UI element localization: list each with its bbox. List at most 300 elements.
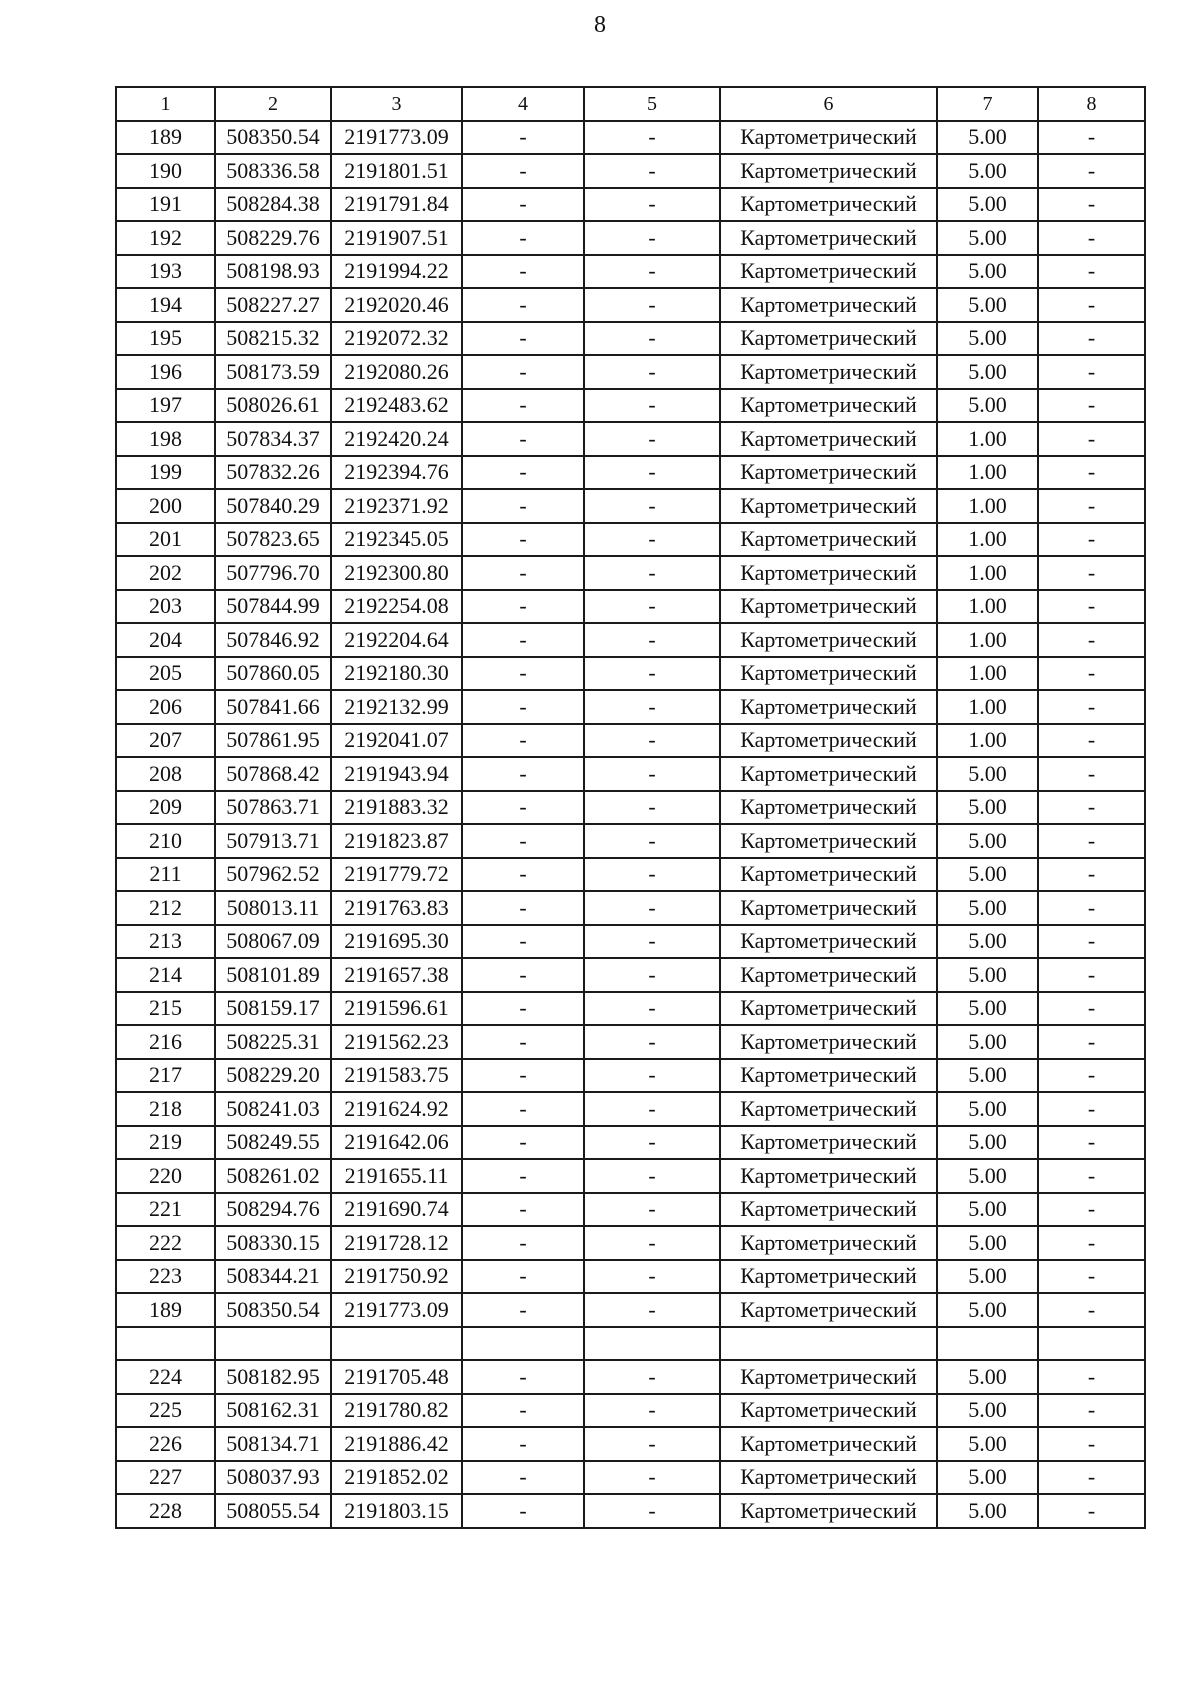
table-cell-col-4: -	[462, 188, 584, 222]
table-cell-col-1: 192	[116, 221, 215, 255]
table-cell-col-6: Картометрический	[720, 523, 937, 557]
table-cell-col-8: -	[1038, 724, 1145, 758]
table-cell-col-1: 210	[116, 824, 215, 858]
table-cell-col-5	[584, 1327, 720, 1361]
table-cell-col-8: -	[1038, 824, 1145, 858]
table-cell-col-3: 2191780.82	[331, 1394, 462, 1428]
table-cell-col-2: 508350.54	[215, 1293, 331, 1327]
table-cell-col-3: 2191763.83	[331, 891, 462, 925]
table-row	[116, 1025, 1145, 1059]
table-cell-col-7: 5.00	[937, 1193, 1038, 1227]
table-cell-col-8: -	[1038, 958, 1145, 992]
table-cell-col-1: 222	[116, 1226, 215, 1260]
table-row	[116, 154, 1145, 188]
table-cell-col-5: -	[584, 1260, 720, 1294]
table-cell-col-2: 508330.15	[215, 1226, 331, 1260]
table-cell-col-2: 508229.20	[215, 1059, 331, 1093]
table-cell-col-7: 1.00	[937, 690, 1038, 724]
table-cell-col-8: -	[1038, 1159, 1145, 1193]
table-row	[116, 891, 1145, 925]
table-row	[116, 188, 1145, 222]
table-cell-col-5: -	[584, 925, 720, 959]
table-cell-col-4: -	[462, 221, 584, 255]
table-cell-col-2: 508249.55	[215, 1126, 331, 1160]
table-cell-col-5: -	[584, 1059, 720, 1093]
table-cell-col-5: -	[584, 657, 720, 691]
table-cell-col-3	[331, 1327, 462, 1361]
table-cell-col-6: Картометрический	[720, 355, 937, 389]
table-cell-col-1: 221	[116, 1193, 215, 1227]
table-cell-col-5: -	[584, 958, 720, 992]
table-cell-col-2: 508336.58	[215, 154, 331, 188]
table-cell-col-7: 5.00	[937, 925, 1038, 959]
table-cell-col-5: -	[584, 121, 720, 155]
table-row	[116, 221, 1145, 255]
table-cell-col-6: Картометрический	[720, 389, 937, 423]
table-cell-col-2: 508350.54	[215, 121, 331, 155]
table-cell-col-2: 508227.27	[215, 288, 331, 322]
table-cell-col-2: 508173.59	[215, 355, 331, 389]
table-cell-col-7: 5.00	[937, 891, 1038, 925]
table-row	[116, 1327, 1145, 1361]
table-cell-col-6: Картометрический	[720, 121, 937, 155]
table-cell-col-4: -	[462, 422, 584, 456]
table-cell-col-3: 2192132.99	[331, 690, 462, 724]
table-cell-col-5: -	[584, 757, 720, 791]
table-cell-col-6: Картометрический	[720, 154, 937, 188]
table-cell-col-7: 1.00	[937, 657, 1038, 691]
column-header-3: 3	[331, 87, 462, 121]
table-cell-col-4: -	[462, 288, 584, 322]
table-cell-col-3: 2192254.08	[331, 590, 462, 624]
table-cell-col-5: -	[584, 1394, 720, 1428]
table-cell-col-2: 508215.32	[215, 322, 331, 356]
table-cell-col-5: -	[584, 590, 720, 624]
table-cell-col-5: -	[584, 1025, 720, 1059]
table-cell-col-1: 205	[116, 657, 215, 691]
table-cell-col-5: -	[584, 1092, 720, 1126]
table-cell-col-1: 227	[116, 1461, 215, 1495]
table-row	[116, 690, 1145, 724]
table-cell-col-5: -	[584, 1494, 720, 1528]
table-cell-col-7: 5.00	[937, 1025, 1038, 1059]
table-cell-col-1: 215	[116, 992, 215, 1026]
table-cell-col-4: -	[462, 1360, 584, 1394]
table-cell-col-1: 198	[116, 422, 215, 456]
table-cell-col-4: -	[462, 1126, 584, 1160]
table-cell-col-6: Картометрический	[720, 657, 937, 691]
table-cell-col-3: 2191642.06	[331, 1126, 462, 1160]
table-row	[116, 489, 1145, 523]
table-cell-col-4: -	[462, 958, 584, 992]
table-cell-col-3: 2191655.11	[331, 1159, 462, 1193]
table-row	[116, 255, 1145, 289]
table-cell-col-1: 212	[116, 891, 215, 925]
table-cell-col-8: -	[1038, 757, 1145, 791]
table-cell-col-2: 507863.71	[215, 791, 331, 825]
column-header-2: 2	[215, 87, 331, 121]
table-cell-col-2: 507868.42	[215, 757, 331, 791]
table-cell-col-6: Картометрический	[720, 590, 937, 624]
table-row	[116, 1394, 1145, 1428]
table-cell-col-4: -	[462, 1226, 584, 1260]
table-cell-col-4: -	[462, 1293, 584, 1327]
table-cell-col-7: 5.00	[937, 1461, 1038, 1495]
table-cell-col-2: 508037.93	[215, 1461, 331, 1495]
table-cell-col-7: 1.00	[937, 724, 1038, 758]
table-cell-col-4: -	[462, 858, 584, 892]
table-cell-col-3: 2192300.80	[331, 556, 462, 590]
table-cell-col-2: 508067.09	[215, 925, 331, 959]
table-cell-col-1: 217	[116, 1059, 215, 1093]
table-cell-col-4: -	[462, 891, 584, 925]
table-cell-col-2: 508013.11	[215, 891, 331, 925]
table-cell-col-3: 2191583.75	[331, 1059, 462, 1093]
table-cell-col-5: -	[584, 1461, 720, 1495]
table-cell-col-4: -	[462, 1461, 584, 1495]
table-cell-col-6: Картометрический	[720, 489, 937, 523]
table-cell-col-3: 2191773.09	[331, 121, 462, 155]
table-cell-col-1: 219	[116, 1126, 215, 1160]
table-cell-col-7: 5.00	[937, 1293, 1038, 1327]
table-cell-col-1: 224	[116, 1360, 215, 1394]
table-cell-col-1: 207	[116, 724, 215, 758]
table-cell-col-1: 194	[116, 288, 215, 322]
table-cell-col-2: 507844.99	[215, 590, 331, 624]
table-cell-col-4: -	[462, 992, 584, 1026]
table-cell-col-2: 508229.76	[215, 221, 331, 255]
table-cell-col-5: -	[584, 489, 720, 523]
table-cell-col-5: -	[584, 154, 720, 188]
table-cell-col-2: 507962.52	[215, 858, 331, 892]
table-cell-col-2: 508162.31	[215, 1394, 331, 1428]
column-header-7: 7	[937, 87, 1038, 121]
table-cell-col-7: 5.00	[937, 858, 1038, 892]
table-cell-col-2: 507860.05	[215, 657, 331, 691]
table-cell-col-5: -	[584, 1193, 720, 1227]
table-cell-col-3: 2192420.24	[331, 422, 462, 456]
table-cell-col-8: -	[1038, 188, 1145, 222]
coordinates-table	[115, 86, 1146, 1529]
table-cell-col-6: Картометрический	[720, 1126, 937, 1160]
table-cell-col-3: 2191803.15	[331, 1494, 462, 1528]
table-cell-col-7: 1.00	[937, 422, 1038, 456]
table-cell-col-1: 216	[116, 1025, 215, 1059]
table-cell-col-8: -	[1038, 1059, 1145, 1093]
table-cell-col-4: -	[462, 690, 584, 724]
table-cell-col-6: Картометрический	[720, 288, 937, 322]
table-cell-col-4: -	[462, 1193, 584, 1227]
table-cell-col-2: 508134.71	[215, 1427, 331, 1461]
table-cell-col-4: -	[462, 1159, 584, 1193]
table-cell-col-3: 2191695.30	[331, 925, 462, 959]
table-cell-col-2: 508225.31	[215, 1025, 331, 1059]
table-header-row	[116, 87, 1145, 121]
table-cell-col-5: -	[584, 556, 720, 590]
table-cell-col-8: -	[1038, 1126, 1145, 1160]
table-cell-col-8: -	[1038, 556, 1145, 590]
table-cell-col-7: 5.00	[937, 1159, 1038, 1193]
table-cell-col-3: 2192041.07	[331, 724, 462, 758]
table-cell-col-3: 2191596.61	[331, 992, 462, 1026]
table-cell-col-6: Картометрический	[720, 1494, 937, 1528]
column-header-4: 4	[462, 87, 584, 121]
table-cell-col-7: 5.00	[937, 1126, 1038, 1160]
table-cell-col-1: 201	[116, 523, 215, 557]
column-header-8: 8	[1038, 87, 1145, 121]
table-cell-col-1: 211	[116, 858, 215, 892]
table-cell-col-7: 5.00	[937, 1226, 1038, 1260]
table-row	[116, 791, 1145, 825]
table-cell-col-6: Картометрический	[720, 1092, 937, 1126]
table-cell-col-3: 2191690.74	[331, 1193, 462, 1227]
table-cell-col-1: 191	[116, 188, 215, 222]
table-cell-col-3: 2191750.92	[331, 1260, 462, 1294]
table-cell-col-1: 189	[116, 121, 215, 155]
table-cell-col-8: -	[1038, 389, 1145, 423]
table-cell-col-3: 2192020.46	[331, 288, 462, 322]
table-cell-col-8: -	[1038, 590, 1145, 624]
table-cell-col-8: -	[1038, 657, 1145, 691]
table-cell-col-3: 2192483.62	[331, 389, 462, 423]
table-cell-col-2: 507832.26	[215, 456, 331, 490]
table-cell-col-5: -	[584, 523, 720, 557]
table-cell-col-8: -	[1038, 1360, 1145, 1394]
table-cell-col-7: 5.00	[937, 992, 1038, 1026]
table-cell-col-5: -	[584, 1159, 720, 1193]
table-cell-col-8: -	[1038, 1226, 1145, 1260]
table-row	[116, 1126, 1145, 1160]
table-cell-col-8: -	[1038, 858, 1145, 892]
table-cell-col-5: -	[584, 623, 720, 657]
table-cell-col-6: Картометрический	[720, 757, 937, 791]
table-cell-col-5: -	[584, 188, 720, 222]
table-row	[116, 925, 1145, 959]
table-row	[116, 824, 1145, 858]
table-cell-col-3: 2191883.32	[331, 791, 462, 825]
table-cell-col-3: 2192345.05	[331, 523, 462, 557]
table-cell-col-7: 5.00	[937, 221, 1038, 255]
table-cell-col-6: Картометрический	[720, 1159, 937, 1193]
table-cell-col-7: 5.00	[937, 288, 1038, 322]
table-cell-col-5: -	[584, 355, 720, 389]
table-cell-col-3: 2191779.72	[331, 858, 462, 892]
table-cell-col-7: 5.00	[937, 355, 1038, 389]
table-cell-col-7: 5.00	[937, 188, 1038, 222]
table-row	[116, 355, 1145, 389]
table-cell-col-7: 5.00	[937, 154, 1038, 188]
table-cell-col-4: -	[462, 1427, 584, 1461]
table-row	[116, 1260, 1145, 1294]
table-row	[116, 456, 1145, 490]
table-cell-col-7: 5.00	[937, 824, 1038, 858]
table-cell-col-3: 2191886.42	[331, 1427, 462, 1461]
table-cell-col-4: -	[462, 590, 584, 624]
table-cell-col-1: 195	[116, 322, 215, 356]
table-cell-col-8: -	[1038, 992, 1145, 1026]
table-cell-col-4: -	[462, 154, 584, 188]
table-cell-col-3: 2191852.02	[331, 1461, 462, 1495]
table-cell-col-7: 5.00	[937, 1360, 1038, 1394]
table-cell-col-3: 2192180.30	[331, 657, 462, 691]
table-cell-col-1: 196	[116, 355, 215, 389]
column-header-6: 6	[720, 87, 937, 121]
table-body	[116, 87, 1145, 1528]
table-cell-col-8: -	[1038, 1260, 1145, 1294]
table-cell-col-7: 5.00	[937, 958, 1038, 992]
table-cell-col-2: 508294.76	[215, 1193, 331, 1227]
table-cell-col-1: 189	[116, 1293, 215, 1327]
table-cell-col-5: -	[584, 1427, 720, 1461]
table-cell-col-7: 5.00	[937, 1494, 1038, 1528]
table-cell-col-8: -	[1038, 422, 1145, 456]
table-cell-col-5: -	[584, 891, 720, 925]
table-row	[116, 1159, 1145, 1193]
table-cell-col-6: Картометрический	[720, 791, 937, 825]
table-cell-col-1: 225	[116, 1394, 215, 1428]
table-cell-col-6: Картометрический	[720, 1360, 937, 1394]
table-cell-col-8	[1038, 1327, 1145, 1361]
table-cell-col-5: -	[584, 824, 720, 858]
table-cell-col-5: -	[584, 1226, 720, 1260]
table-cell-col-6: Картометрический	[720, 891, 937, 925]
table-cell-col-7: 5.00	[937, 757, 1038, 791]
table-cell-col-3: 2192394.76	[331, 456, 462, 490]
table-cell-col-7: 5.00	[937, 1059, 1038, 1093]
table-cell-col-4: -	[462, 1260, 584, 1294]
table-cell-col-4: -	[462, 355, 584, 389]
table-cell-col-6: Картометрический	[720, 221, 937, 255]
table-cell-col-8: -	[1038, 322, 1145, 356]
table-row	[116, 1360, 1145, 1394]
table-row	[116, 1092, 1145, 1126]
table-cell-col-6: Картометрический	[720, 1059, 937, 1093]
table-cell-col-6: Картометрический	[720, 1461, 937, 1495]
table-row	[116, 1059, 1145, 1093]
table-cell-col-3: 2192080.26	[331, 355, 462, 389]
table-cell-col-3: 2191705.48	[331, 1360, 462, 1394]
table-row	[116, 590, 1145, 624]
table-cell-col-4: -	[462, 1059, 584, 1093]
table-cell-col-5: -	[584, 858, 720, 892]
table-cell-col-1: 228	[116, 1494, 215, 1528]
table-cell-col-2: 508182.95	[215, 1360, 331, 1394]
table-cell-col-6	[720, 1327, 937, 1361]
table-row	[116, 121, 1145, 155]
table-cell-col-2: 508101.89	[215, 958, 331, 992]
table-cell-col-7: 5.00	[937, 1394, 1038, 1428]
table-cell-col-8: -	[1038, 255, 1145, 289]
table-cell-col-8: -	[1038, 355, 1145, 389]
table-cell-col-8: -	[1038, 121, 1145, 155]
table-cell-col-6: Картометрический	[720, 556, 937, 590]
table-cell-col-8: -	[1038, 1092, 1145, 1126]
table-cell-col-6: Картометрический	[720, 1427, 937, 1461]
table-cell-col-4: -	[462, 121, 584, 155]
table-cell-col-5: -	[584, 1360, 720, 1394]
table-cell-col-1: 213	[116, 925, 215, 959]
table-cell-col-6: Картометрический	[720, 690, 937, 724]
table-cell-col-4: -	[462, 925, 584, 959]
table-cell-col-4: -	[462, 489, 584, 523]
table-cell-col-7: 1.00	[937, 556, 1038, 590]
table-cell-col-3: 2191823.87	[331, 824, 462, 858]
table-cell-col-1: 223	[116, 1260, 215, 1294]
table-cell-col-6: Картометрический	[720, 422, 937, 456]
table-cell-col-4: -	[462, 757, 584, 791]
table-cell-col-2: 507796.70	[215, 556, 331, 590]
table-cell-col-2: 508284.38	[215, 188, 331, 222]
table-cell-col-6: Картометрический	[720, 1293, 937, 1327]
table-cell-col-2: 508241.03	[215, 1092, 331, 1126]
table-row	[116, 657, 1145, 691]
table-cell-col-8: -	[1038, 690, 1145, 724]
table-row	[116, 422, 1145, 456]
table-row	[116, 623, 1145, 657]
table-cell-col-6: Картометрический	[720, 824, 937, 858]
table-cell-col-7: 1.00	[937, 623, 1038, 657]
table-cell-col-8: -	[1038, 623, 1145, 657]
column-header-1: 1	[116, 87, 215, 121]
table-cell-col-8: -	[1038, 1394, 1145, 1428]
table-cell-col-2: 508344.21	[215, 1260, 331, 1294]
table-cell-col-4: -	[462, 322, 584, 356]
page-number: 8	[594, 12, 606, 38]
table-cell-col-7: 1.00	[937, 489, 1038, 523]
table-cell-col-7: 1.00	[937, 523, 1038, 557]
table-cell-col-7: 5.00	[937, 1427, 1038, 1461]
table-cell-col-7: 5.00	[937, 791, 1038, 825]
table-cell-col-6: Картометрический	[720, 992, 937, 1026]
table-row	[116, 992, 1145, 1026]
table-cell-col-4	[462, 1327, 584, 1361]
table-cell-col-1: 209	[116, 791, 215, 825]
table-cell-col-6: Картометрический	[720, 188, 937, 222]
table-cell-col-1: 218	[116, 1092, 215, 1126]
table-cell-col-6: Картометрический	[720, 255, 937, 289]
table-cell-col-3: 2192204.64	[331, 623, 462, 657]
table-cell-col-2: 507823.65	[215, 523, 331, 557]
table-cell-col-8: -	[1038, 154, 1145, 188]
table-cell-col-3: 2191994.22	[331, 255, 462, 289]
table-cell-col-1: 204	[116, 623, 215, 657]
table-cell-col-8: -	[1038, 791, 1145, 825]
table-cell-col-8: -	[1038, 925, 1145, 959]
table-cell-col-4: -	[462, 389, 584, 423]
table-cell-col-2: 507861.95	[215, 724, 331, 758]
table-cell-col-1: 190	[116, 154, 215, 188]
table-cell-col-5: -	[584, 1293, 720, 1327]
table-cell-col-5: -	[584, 221, 720, 255]
table-cell-col-5: -	[584, 288, 720, 322]
table-cell-col-5: -	[584, 992, 720, 1026]
table-cell-col-7: 1.00	[937, 590, 1038, 624]
table-cell-col-8: -	[1038, 891, 1145, 925]
table-cell-col-6: Картометрический	[720, 456, 937, 490]
table-cell-col-6: Картометрический	[720, 623, 937, 657]
table-cell-col-1: 206	[116, 690, 215, 724]
table-cell-col-7	[937, 1327, 1038, 1361]
table-cell-col-8: -	[1038, 523, 1145, 557]
table-cell-col-4: -	[462, 523, 584, 557]
table-cell-col-6: Картометрический	[720, 1025, 937, 1059]
table-cell-col-8: -	[1038, 288, 1145, 322]
table-cell-col-3: 2191773.09	[331, 1293, 462, 1327]
table-cell-col-4: -	[462, 556, 584, 590]
table-row	[116, 724, 1145, 758]
table-cell-col-4: -	[462, 255, 584, 289]
table-cell-col-1: 220	[116, 1159, 215, 1193]
